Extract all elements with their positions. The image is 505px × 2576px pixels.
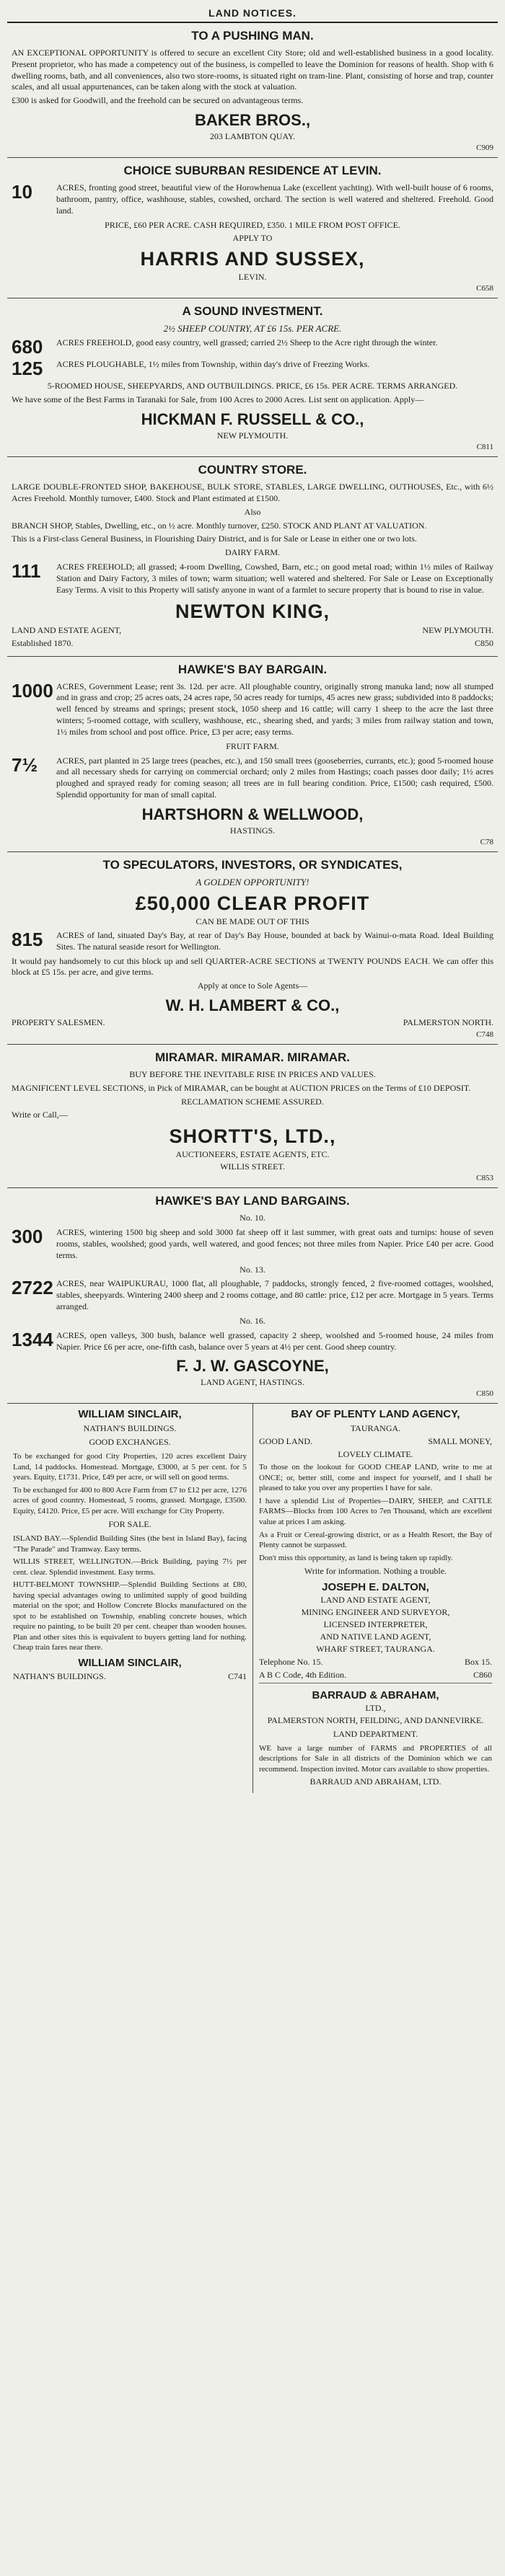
ad-title: COUNTRY STORE. <box>198 463 307 477</box>
ad-body: ACRES, fronting good street, beautiful view of the Horowhenua Lake (excellent yachting). With well-built house of 6 rooms, bathroom, pantry, office, washhouse, stables, cowshed, orchard. The section is well watered and sheltered. Freehold. Good land. <box>56 182 493 216</box>
ad-hawkes-bay-land <box>7 1188 498 1404</box>
ad-body: ACRES FREEHOLD, good easy country, well grassed; carried 2½ Sheep to the Acre right through the winter. <box>56 337 438 348</box>
write-line: Write for information. Nothing a trouble. <box>304 1566 447 1577</box>
ad-body: ACRES PLOUGHABLE, 1½ miles from Township, within day's drive of Freezing Works. <box>56 359 370 370</box>
ad-details: 5-ROOMED HOUSE, SHEEPYARDS, AND OUTBUILDINGS. PRICE, £6 15s. PER ACRE. TERMS ARRANGED. <box>47 381 458 391</box>
firm-agents: AUCTIONEERS, ESTATE AGENTS, ETC. <box>175 1149 330 1160</box>
listing-number: No. 13. <box>240 1264 265 1275</box>
ad-pushing-man <box>7 23 498 158</box>
ad-title: HAWKE'S BAY LAND BARGAINS. <box>155 1194 350 1208</box>
firm-towns: PALMERSTON NORTH, FEILDING, AND DANNEVIRKE. <box>267 1714 484 1725</box>
acreage-lead <box>12 182 493 216</box>
firm-line: AND NATIVE LAND AGENT, <box>320 1631 431 1642</box>
established: Established 1870. <box>12 637 74 648</box>
acreage-number: 1344 <box>12 1328 53 1350</box>
acreage-lead <box>12 1278 493 1312</box>
firm-address: 203 LAMBTON QUAY. <box>209 131 296 142</box>
ad-body: I have a splendid List of Properties—DAIRY, SHEEP, and CATTLE FARMS—Blocks from 100 Acres to 7en Thousand, which are excellent value at prices I am asking. <box>259 1496 492 1526</box>
firm-line: WHARF STREET, TAURANGA. <box>316 1643 435 1654</box>
ad-sound-investment <box>7 298 498 457</box>
profit-headline: £50,000 CLEAR PROFIT <box>135 892 370 914</box>
firm-address: HASTINGS. <box>229 825 276 836</box>
acreage-lead <box>12 562 493 596</box>
ad-subtitle: A GOLDEN OPPORTUNITY! <box>196 876 309 888</box>
ad-title: TO SPECULATORS, INVESTORS, OR SYNDICATES, <box>102 857 403 872</box>
firm-name: W. H. LAMBERT & CO., <box>165 996 340 1014</box>
ad-subheading: LAND DEPARTMENT. <box>333 1728 418 1739</box>
ad-body: To be exchanged for good City Properties, 120 acres excellent Dairy Land, 14 paddocks. Homestead. Mortgage, £3000, at 5 per cent. for 5 years. Equity, £1731. Price, £49 per acre, or will sell on good terms. <box>13 1452 247 1482</box>
code-row <box>259 1670 492 1681</box>
telephone: Telephone No. 15. <box>259 1656 323 1667</box>
firm-role: PROPERTY SALESMEN. <box>12 1017 105 1027</box>
acreage-lead <box>12 681 493 738</box>
profit-subline: CAN BE MADE OUT OF THIS <box>196 916 309 926</box>
firm-address: NEW PLYMOUTH. <box>216 430 289 441</box>
firm-address: NATHAN'S BUILDINGS. <box>83 1423 177 1434</box>
listing-number: No. 16. <box>240 1315 265 1326</box>
box-number: Box 15. <box>464 1656 492 1667</box>
ad-banner: MIRAMAR. MIRAMAR. MIRAMAR. <box>154 1050 351 1064</box>
newspaper-page <box>7 0 498 1793</box>
firm-details <box>12 625 493 636</box>
firm-footer <box>12 638 493 649</box>
ad-speculators <box>7 852 498 1045</box>
tagline-good-land: GOOD LAND. <box>259 1436 312 1447</box>
firm-details <box>12 1017 493 1028</box>
contact-row <box>259 1657 492 1668</box>
firm-name: HARTSHORN & WELLWOOD, <box>141 805 364 823</box>
acreage-number: 111 <box>12 560 41 583</box>
ad-code: C909 <box>476 143 493 153</box>
acreage-lead <box>12 930 493 953</box>
ad-body: WE have a large number of FARMS and PROPERTIES of all descriptions for Sale in all districts of the Dominion which we can recommend. Inspection invited. Motor cars available to show properties. <box>259 1743 492 1774</box>
section-header: LAND NOTICES. <box>7 7 498 23</box>
tagline-row <box>259 1436 492 1447</box>
firm-name: HICKMAN F. RUSSELL & CO., <box>141 410 364 429</box>
ad-code: C850 <box>474 637 493 648</box>
acreage-number: 7½ <box>12 753 38 776</box>
ad-title: HAWKE'S BAY BARGAIN. <box>177 662 328 676</box>
firm-town: NEW PLYMOUTH. <box>422 624 493 635</box>
ad-body: MAGNIFICENT LEVEL SECTIONS, in Pick of MIRAMAR, can be bought at AUCTION PRICES on the Terms of £10 DEPOSIT. <box>12 1082 471 1093</box>
firm-name: BARRAUD & ABRAHAM, <box>312 1688 439 1701</box>
firm-name: WILLIAM SINCLAIR, <box>78 1408 182 1421</box>
firm-address: WILLIS STREET. <box>220 1161 285 1172</box>
ad-body: ACRES, open valleys, 300 bush, balance well grassed, capacity 2 sheep, woolshed and 5-roomed house, 24 miles from Napier. Price £6 per acre, one-fifth cash, balance over 5 years at 4½ per cent. Good sheep country. <box>56 1329 493 1352</box>
ad-subheading: FOR SALE. <box>108 1519 152 1530</box>
ad-body: ACRES, Government Lease; rent 3s. 12d. per acre. All ploughable country, originally strong manuka land; now all stumped and in grass and crop; 25 acres oats, 24 acres rape, 50 acres ready for turnips, 45 acres new grass; subdivided into 8 paddocks; well fenced by streams and springs; present stock, 1050 sheep and 16 cattle; will carry 1 sheep to the acre the last three winters; 5-roomed cottage, with scullery, washhouse, etc., shearing shed, and yards; 3 miles from railway station and town, 1½ miles from school and post office. Price, £3 per acre; easy terms. <box>56 681 493 737</box>
ad-body: ISLAND BAY.—Splendid Building Sites (the best in Island Bay), facing "The Parade" and Tramway. Easy terms. <box>13 1534 247 1554</box>
ad-body: ACRES, part planted in 25 large trees (peaches, etc.), and 150 small trees (gooseberries, currants, etc.); good 5-roomed house and all necessary sheds for carrying on commercial orchard; only 2 miles from Hastings; coach passes door daily; 1½ acres ploughed and sprayed ready for coming season; all trees are in full bearing condition. Price, £1500; cash required, £500. Splendid opportunity for man of small capital. <box>56 755 493 800</box>
ad-body: LARGE DOUBLE-FRONTED SHOP, BAKEHOUSE, BULK STORE, STABLES, LARGE DWELLING, OUTHOUSES, Etc., with 6½ Acres Freehold. Monthly turnover, £400. Stock and Plant estimated at £1500. <box>12 482 493 503</box>
ad-code: C811 <box>476 443 493 452</box>
agency-town: TAURANGA. <box>350 1423 401 1434</box>
ad-bay-of-plenty <box>252 1404 498 1793</box>
acreage-number: 815 <box>12 928 43 950</box>
ad-code: C860 <box>473 1669 492 1680</box>
tagline-climate: LOVELY CLIMATE. <box>338 1449 413 1460</box>
acreage-number: 125 <box>12 358 43 380</box>
ad-body: ACRES, wintering 1500 big sheep and sold 3000 fat sheep off it last summer, with great oats and turnips: house of seven rooms, stables, woolshed; good yards, well watered, and good fences; not three miles from Napier. Price £40 per acre. Good terms. <box>56 1227 493 1260</box>
ad-levin-residence <box>7 158 498 298</box>
acreage-lead <box>12 1330 493 1353</box>
firm-line: LAND AND ESTATE AGENT, <box>320 1594 431 1605</box>
listing-number: No. 10. <box>240 1213 265 1223</box>
acreage-number: 10 <box>12 181 32 203</box>
ad-detail: It would pay handsomely to cut this block up and sell QUARTER-ACRE SECTIONS at TWENTY POUNDS EACH. We can offer this block at £5 15s. per acre, and give terms. <box>12 955 493 978</box>
firm-line: LICENSED INTERPRETER, <box>323 1619 428 1629</box>
apply-to: APPLY TO <box>232 233 273 244</box>
ad-body: ACRES of land, situated Day's Bay, at rear of Day's Bay House, bounded at back by Wainui-o-mata Road. Ideal Building Sites. The natural seaside resort for Wellington. <box>56 929 493 952</box>
ad-body: To be exchanged for 400 to 800 Acre Farm from £7 to £12 per acre, 1276 acres of good country. Homestead, 5 rooms, grassed. Mortgage, £3500. Equity, £4120. Price, £5 per acre. Will exchange for City Property. <box>13 1485 247 1515</box>
ad-code: C741 <box>227 1670 247 1681</box>
ad-list-note: We have some of the Best Farms in Taranaki for Sale, from 100 Acres to 2000 Acres. List sent on application. Apply— <box>12 394 424 405</box>
ad-code: C658 <box>476 284 493 293</box>
ad-subtitle: 2½ SHEEP COUNTRY, AT £6 15s. PER ACRE. <box>163 323 342 335</box>
ad-subheading: FRUIT FARM. <box>226 740 279 751</box>
ad-body: This is a First-class General Business, in Flourishing Dairy District, and is for Sale or Lease in either one or two lots. <box>12 534 417 544</box>
ad-subheading: DAIRY FARM. <box>224 547 280 558</box>
firm-address: LEVIN. <box>238 272 267 283</box>
ad-body: HUTT-BELMONT TOWNSHIP.—Splendid Building Sections at £80, having special advantages owing to unlimited supply of good building material on the spot; and Hollow Concrete Blocks manufactured on the spot to be established on Township, enabling concrete houses, which require no painting, to be built 20 per cent. cheaper than wooden houses. Plan and other sites this is equivalent to buyers getting land for nothing. Cheap train fares near there. <box>13 1580 247 1652</box>
acreage-lead <box>12 1227 493 1261</box>
ad-body: ACRES FREEHOLD; all grassed; 4-room Dwelling, Cowshed, Barn, etc.; on good metal road; within 1½ miles of Railway Station and Dairy Factory, 3 miles of town; warm situation; well watered and sheltered. For Sale or Lease on Exceptionally Easy Terms. A visit to this Property will satisfy anyone in want of a farmlet to secure property that is bound to rise in value. <box>56 562 493 595</box>
agency-title: BAY OF PLENTY LAND AGENCY, <box>291 1408 460 1421</box>
ad-price: £300 is asked for Goodwill, and the freehold can be secured on advantageous terms. <box>12 95 304 106</box>
ad-body: Don't miss this opportunity, as land is being taken up rapidly. <box>259 1553 453 1562</box>
apply-line: Apply at once to Sole Agents— <box>197 981 308 991</box>
tagline-small-money: SMALL MONEY, <box>428 1436 492 1447</box>
abc-code: A B C Code, 4th Edition. <box>259 1669 347 1680</box>
firm-ltd: LTD., <box>365 1702 386 1713</box>
firm-line: MINING ENGINEER AND SURVEYOR, <box>301 1606 450 1617</box>
agent-title: LAND AND ESTATE AGENT, <box>12 624 122 635</box>
firm-name: BAKER BROS., <box>194 111 311 130</box>
ad-title: CHOICE SUBURBAN RESIDENCE AT LEVIN. <box>123 164 382 178</box>
ad-miramar <box>7 1045 498 1188</box>
two-column-section <box>7 1404 498 1793</box>
acreage-number: 2722 <box>12 1277 53 1299</box>
ad-subheading: GOOD EXCHANGES. <box>89 1437 171 1448</box>
firm-town: PALMERSTON NORTH. <box>403 1017 493 1027</box>
ad-code: C748 <box>476 1030 493 1039</box>
ad-body: To those on the lookout for GOOD CHEAP LAND, write to me at ONCE; or, better still, come and inspect for yourself, and I shall be pleased to take you over any properties I have for sale. <box>259 1463 492 1493</box>
ad-title: A SOUND INVESTMENT. <box>182 304 323 319</box>
firm-name: SHORTT'S, LTD., <box>169 1125 336 1148</box>
ad-code: C850 <box>476 1389 493 1399</box>
ad-body: ACRES, near WAIPUKURAU, 1000 flat, all ploughable, 7 paddocks, strongly fenced, 2 five-roomed cottages, woolshed, stables, sheepyards. Wintering 2400 sheep and 2 rooms cottage, and 80 cattle: price, £12 per acre. Mortgage in 5 years. Terms arranged. <box>56 1278 493 1312</box>
ad-william-sinclair <box>7 1404 252 1793</box>
ad-scheme: RECLAMATION SCHEME ASSURED. <box>181 1096 324 1107</box>
firm-name: JOSEPH E. DALTON, <box>322 1580 429 1593</box>
acreage-number: 300 <box>12 1226 43 1248</box>
acreage-lead <box>12 753 493 801</box>
acreage-lead <box>12 359 493 378</box>
ad-country-store <box>7 457 498 656</box>
firm-name: HARRIS AND SUSSEX, <box>140 248 365 270</box>
ad-body: WILLIS STREET, WELLINGTON.—Brick Building, paying 7½ per cent. clear. Splendid investment. Easy terms. <box>13 1557 247 1577</box>
acreage-lead <box>12 337 493 356</box>
write-line: Write or Call,— <box>12 1110 68 1120</box>
firm-name: F. J. W. GASCOYNE, <box>176 1357 329 1376</box>
ad-body: AN EXCEPTIONAL OPPORTUNITY is offered to secure an excellent City Store; old and well-established business in a good locality. Present proprietor, who has made a competency out of the business, is compelled to leave the Dominion for reasons of health. Shop with 6 dwelling rooms, bath, and all conveniences, also two store-rooms, is situated right on tram-line. Plant, consisting of horse and trap, counter scales, and all usual appurtenances, can be taken along with the stock at valuation. <box>12 48 493 92</box>
ad-code: C78 <box>480 837 493 846</box>
acreage-number: 680 <box>12 336 43 358</box>
footer-row <box>13 1671 247 1682</box>
ad-hawkes-bay-bargain <box>7 657 498 852</box>
firm-address: LAND AGENT, HASTINGS. <box>201 1377 304 1388</box>
footer-firm: WILLIAM SINCLAIR, <box>78 1656 182 1669</box>
firm-name: NEWTON KING, <box>175 600 330 622</box>
ad-body: As a Fruit or Cereal-growing district, or as a Health Resort, the Bay of Plenty cannot be surpassed. <box>259 1530 492 1550</box>
ad-title: TO A PUSHING MAN. <box>191 29 314 43</box>
ad-body: BRANCH SHOP, Stables, Dwelling, etc., on ½ acre. Monthly turnover, £250. STOCK AND PLANT AT VALUATION. <box>12 520 427 531</box>
footer-firm: BARRAUD AND ABRAHAM, LTD. <box>309 1776 442 1787</box>
ad-also: Also <box>244 506 261 517</box>
footer-address: NATHAN'S BUILDINGS. <box>13 1670 106 1681</box>
ad-tagline: BUY BEFORE THE INEVITABLE RISE IN PRICES AND VALUES. <box>129 1068 376 1079</box>
acreage-number: 1000 <box>12 679 53 701</box>
ad-terms: PRICE, £60 PER ACRE. CASH REQUIRED, £350. 1 MILE FROM POST OFFICE. <box>105 219 400 230</box>
ad-code: C853 <box>476 1174 493 1183</box>
